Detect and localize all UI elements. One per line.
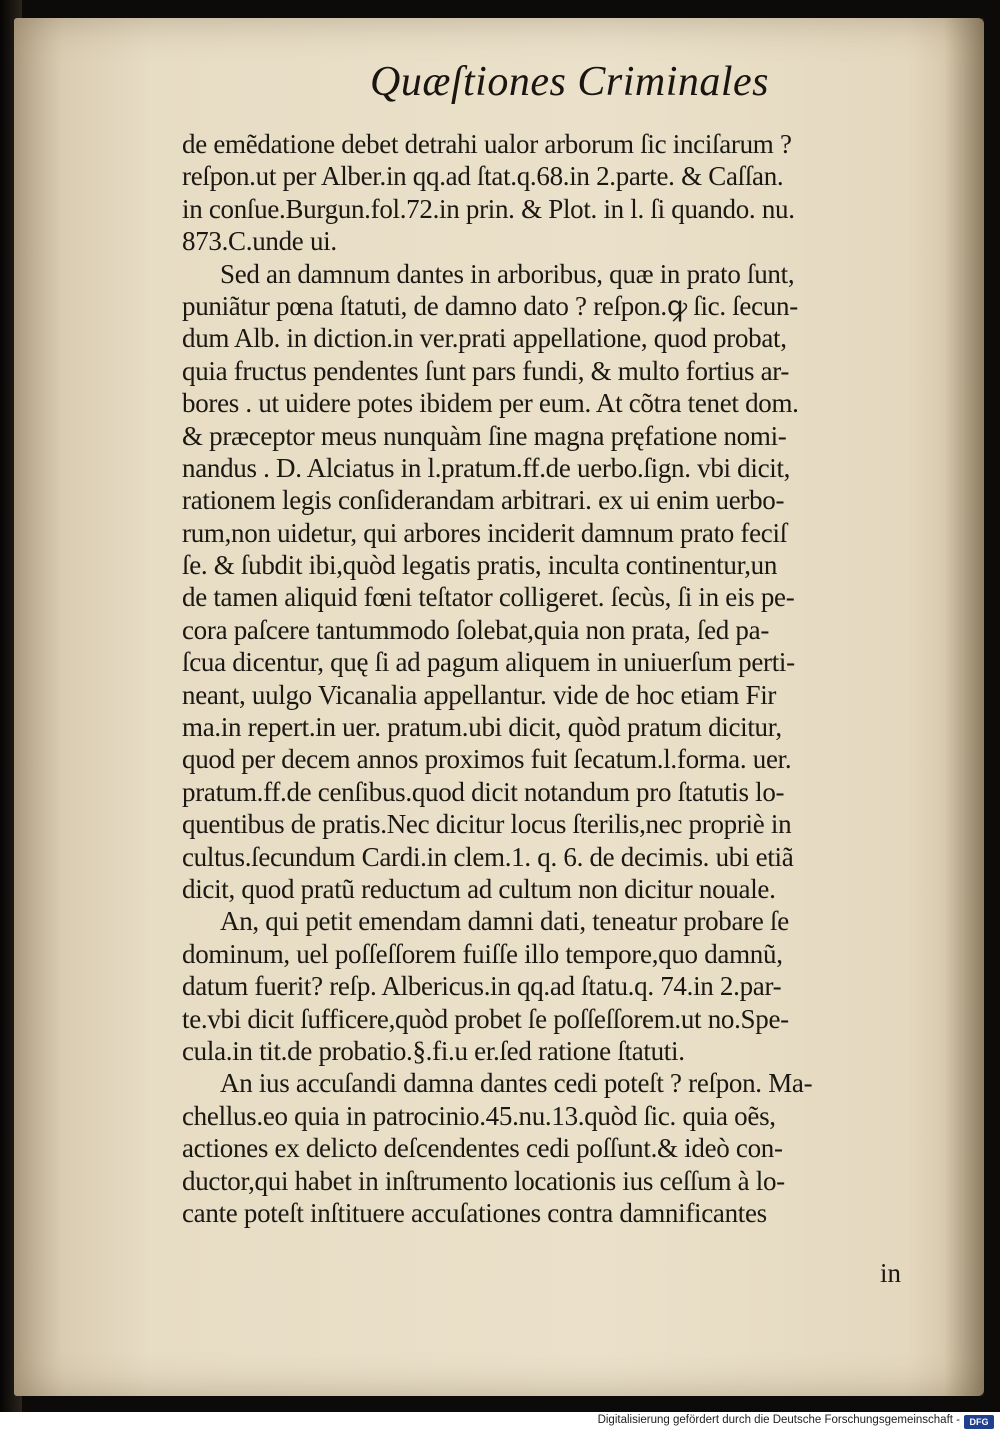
text-line: pratum.ff.de cenſibus.quod dicit notandum pro ſtatutis lo- — [182, 776, 785, 807]
text-line: cula.in tit.de probatio.§.fi.u er.ſed ratione ſtatuti. — [182, 1035, 685, 1066]
text-line: actiones ex delicto deſcendentes cedi poſſunt.& ideò con- — [182, 1133, 783, 1164]
text-line: & præceptor meus nunquàm ſine magna pręfatione nomi- — [182, 420, 787, 451]
text-line: quentibus de pratis.Nec dicitur locus ſterilis,nec propriè in — [182, 809, 792, 840]
text-line: datum fuerit? reſp. Albericus.in qq.ad ſtatu.q. 74.in 2.par- — [182, 971, 782, 1002]
text-line: nandus . D. Alciatus in l.pratum.ff.de uerbo.ſign. vbi dicit, — [182, 452, 791, 483]
text-line: An ius accuſandi damna dantes cedi poteſt ? reſpon. Ma- — [220, 1068, 813, 1099]
text-line: rum,non uidetur, qui arbores inciderit damnum prato feciſ — [182, 517, 787, 548]
text-line: ductor,qui habet in inſtrumento locationis ius ceſſum à lo- — [182, 1165, 785, 1196]
text-line: bores . ut uidere potes ibidem per eum. At cõtra tenet dom. — [182, 388, 799, 419]
text-line: chellus.eo quia in patrocinio.45.nu.13.quòd ſic. quia oẽs, — [182, 1100, 776, 1131]
body-text — [182, 128, 942, 1229]
catchword: in — [880, 1258, 902, 1288]
text-line: cultus.ſecundum Cardi.in clem.1. q. 6. de decimis. ubi etiã — [182, 841, 794, 872]
footer-bar — [0, 1412, 1000, 1432]
text-line: de emẽdatione debet detrahi ualor arborum ſic inciſarum ? — [182, 129, 792, 159]
text-line: dicit, quod pratũ reductum ad cultum non dicitur nouale. — [182, 873, 776, 904]
text-line: ma.in repert.in uer. pratum.ubi dicit, quòd pratum dicitur, — [182, 712, 782, 743]
text-line: ſe. & ſubdit ibi,quòd legatis pratis, inculta continentur,un — [182, 550, 778, 581]
dfg-logo-icon: DFG — [964, 1415, 994, 1429]
text-line: reſpon.ut per Alber.in qq.ad ſtat.q.68.in 2.parte. & Caſſan. — [182, 161, 784, 192]
page-gutter-shadow — [944, 18, 984, 1396]
text-line: An, qui petit emendam damni dati, teneatur probare ſe — [220, 906, 789, 937]
text-line: neant, uulgo Vicanalia appellantur. vide de hoc etiam Fir — [182, 679, 777, 710]
text-line: quia fructus pendentes ſunt pars fundi, & multo fortius ar- — [182, 355, 790, 386]
funding-note: Digitalisierung gefördert durch die Deutsche Forschungsgemeinschaft - — [597, 1414, 960, 1426]
text-line: cante poteſt inſtituere accuſationes contra damnificantes — [182, 1197, 767, 1228]
text-line: Sed an damnum dantes in arboribus, quæ in prato ſunt, — [220, 258, 795, 289]
text-line: rationem legis conſiderandam arbitrari. ex ui enim uerbo- — [182, 485, 785, 516]
text-line: dum Alb. in diction.in ver.prati appellatione, quod probat, — [182, 323, 787, 354]
text-line: de tamen aliquid fœni teſtator colligeret. ſecùs, ſi in eis pe- — [182, 582, 795, 613]
text-line: 873.C.unde ui. — [182, 226, 337, 257]
running-head: Quæſtiones Criminales — [370, 59, 770, 105]
text-line: ſcua dicentur, quę ſi ad pagum aliquem in uniuerſum perti- — [182, 647, 795, 678]
text-line: te.vbi dicit ſufficere,quòd probet ſe poſſeſſorem.ut no.Spe- — [182, 1003, 789, 1034]
text-line: cora paſcere tantummodo ſolebat,quia non prata, ſed pa- — [182, 614, 770, 645]
text-line: puniãtur pœna ſtatuti, de damno dato ? reſpon.ꝙ ſic. ſecun- — [182, 290, 798, 321]
text-line: dominum, uel poſſeſſorem fuiſſe illo tempore,quo damnũ, — [182, 938, 783, 969]
text-line: in conſue.Burgun.fol.72.in prin. & Plot. in l. ſi quando. nu. — [182, 193, 795, 224]
text-line: quod per decem annos proximos fuit ſecatum.l.forma. uer. — [182, 744, 792, 775]
